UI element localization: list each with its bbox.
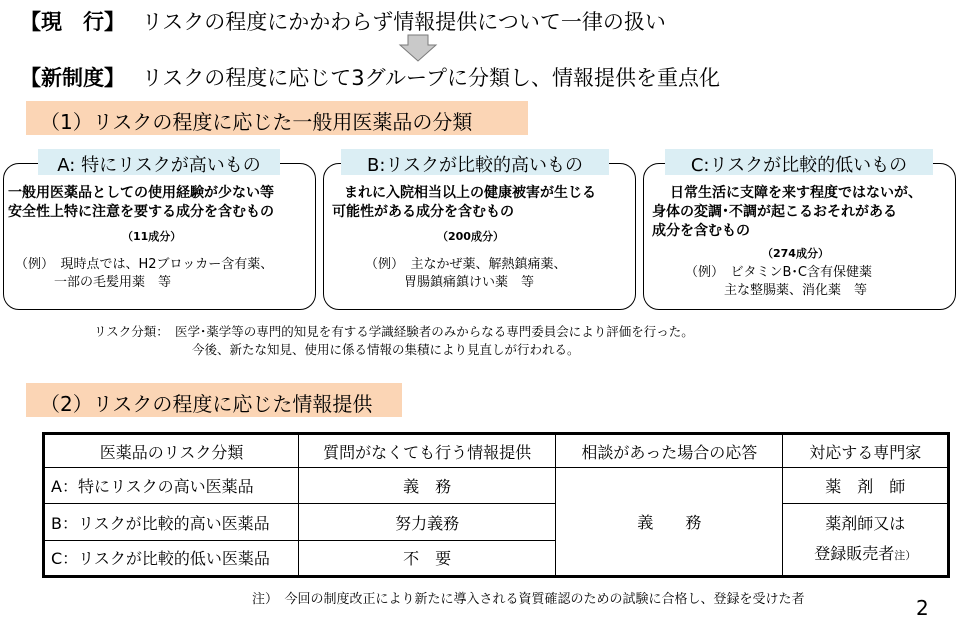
risk-category-cell: B：リスクが比較的高い医薬品 <box>44 504 299 540</box>
table-header: 対応する専門家 <box>783 434 949 468</box>
category-b-count: （200成分） <box>437 230 504 243</box>
information-provision-table <box>42 432 950 578</box>
category-a-description <box>8 184 274 222</box>
current-system-line <box>20 6 666 36</box>
table-header: 医薬品のリスク分類 <box>44 434 299 468</box>
registered-seller-label: 登録販売者 <box>814 543 895 563</box>
footnote: 注） 今回の制度改正により新たに導入される資質確認のための試験に合格し、登録を受けた者 <box>252 592 805 607</box>
category-b-desc-line: まれに入院相当以上の健康被害が生じる <box>344 185 596 201</box>
category-a-title: A: 特にリスクが高いもの <box>38 149 280 175</box>
expert-pharmacist-or: 薬剤師又は <box>825 513 906 533</box>
category-c-example <box>685 264 872 300</box>
category-b-description <box>332 184 596 222</box>
category-a-example-line: 一部の毛髪用薬 等 <box>15 275 172 290</box>
category-b-example <box>365 256 567 292</box>
category-a-desc-line: 一般用医薬品としての使用経験が少ない等 <box>8 185 274 201</box>
expert-registered-seller <box>789 539 941 571</box>
proactive-info-cell: 義 務 <box>299 468 556 504</box>
category-c-desc-line: 成分を含むもの <box>652 223 750 239</box>
category-a-count: （11成分） <box>122 230 182 243</box>
category-b-example-line: （例） 主なかぜ薬、解熱鎮痛薬、 <box>365 257 567 272</box>
category-b-title: B:リスクが比較的高いもの <box>341 149 609 175</box>
page-number: 2 <box>916 596 929 620</box>
down-arrow-icon <box>398 34 438 62</box>
category-a-example-line: （例） 現時点では、H2ブロッカー含有薬、 <box>15 257 274 272</box>
category-a-example <box>15 256 273 292</box>
section1-title: （1）リスクの程度に応じた一般用医薬品の分類 <box>26 101 528 135</box>
category-c-desc-line: 日常生活に支障を来す程度ではないが、 <box>670 185 922 201</box>
category-a-desc-line: 安全性上特に注意を要する成分を含むもの <box>8 204 274 220</box>
new-system-key: 【新制度】 <box>20 66 125 90</box>
risk-category-cell: C：リスクが比較的低い医薬品 <box>44 540 299 576</box>
new-system-line <box>20 62 720 92</box>
consult-response-cell: 義 務 <box>556 468 783 577</box>
risk-review-note: 今後、新たな知見、使用に係る情報の集積により見直しが行われる。 <box>192 342 580 357</box>
section2-title: （2）リスクの程度に応じた情報提供 <box>26 383 402 417</box>
category-c-desc-line: 身体の変調･不調が起こるおそれがある <box>652 204 897 220</box>
table-header: 質問がなくても行う情報提供 <box>299 434 556 468</box>
expert-cell <box>783 504 949 577</box>
current-system-key: 【現 行】 <box>20 10 125 34</box>
proactive-info-cell: 努力義務 <box>299 504 556 540</box>
registered-seller-note-mark: 注） <box>894 548 917 562</box>
new-system-text: リスクの程度に応じて3グループに分類し、情報提供を重点化 <box>141 66 720 90</box>
risk-classification-note: リスク分類： 医学･薬学等の専門的知見を有する学識経験者のみからなる専門委員会により評価を行った。 <box>94 324 694 339</box>
category-b-desc-line: 可能性がある成分を含むもの <box>332 204 514 220</box>
risk-category-cell: A：特にリスクの高い医薬品 <box>44 468 299 504</box>
current-system-text: リスクの程度にかかわらず情報提供について一律の扱い <box>141 10 666 34</box>
category-c-example-line: （例） ビタミンB･C含有保健薬 <box>685 265 872 280</box>
expert-cell: 薬 剤 師 <box>783 468 949 504</box>
table-header: 相談があった場合の応答 <box>556 434 783 468</box>
category-c-example-line: 主な整腸薬、消化薬 等 <box>685 283 868 298</box>
table-row <box>44 468 949 504</box>
category-c-title: C:リスクが比較的低いもの <box>665 149 933 175</box>
table-row <box>44 504 949 540</box>
category-b-example-line: 胃腸鎮痛鎮けい薬 等 <box>365 275 535 290</box>
table-header-row <box>44 434 949 468</box>
proactive-info-cell: 不 要 <box>299 540 556 576</box>
category-c-description <box>652 184 922 241</box>
category-c-count: （274成分） <box>762 247 829 260</box>
